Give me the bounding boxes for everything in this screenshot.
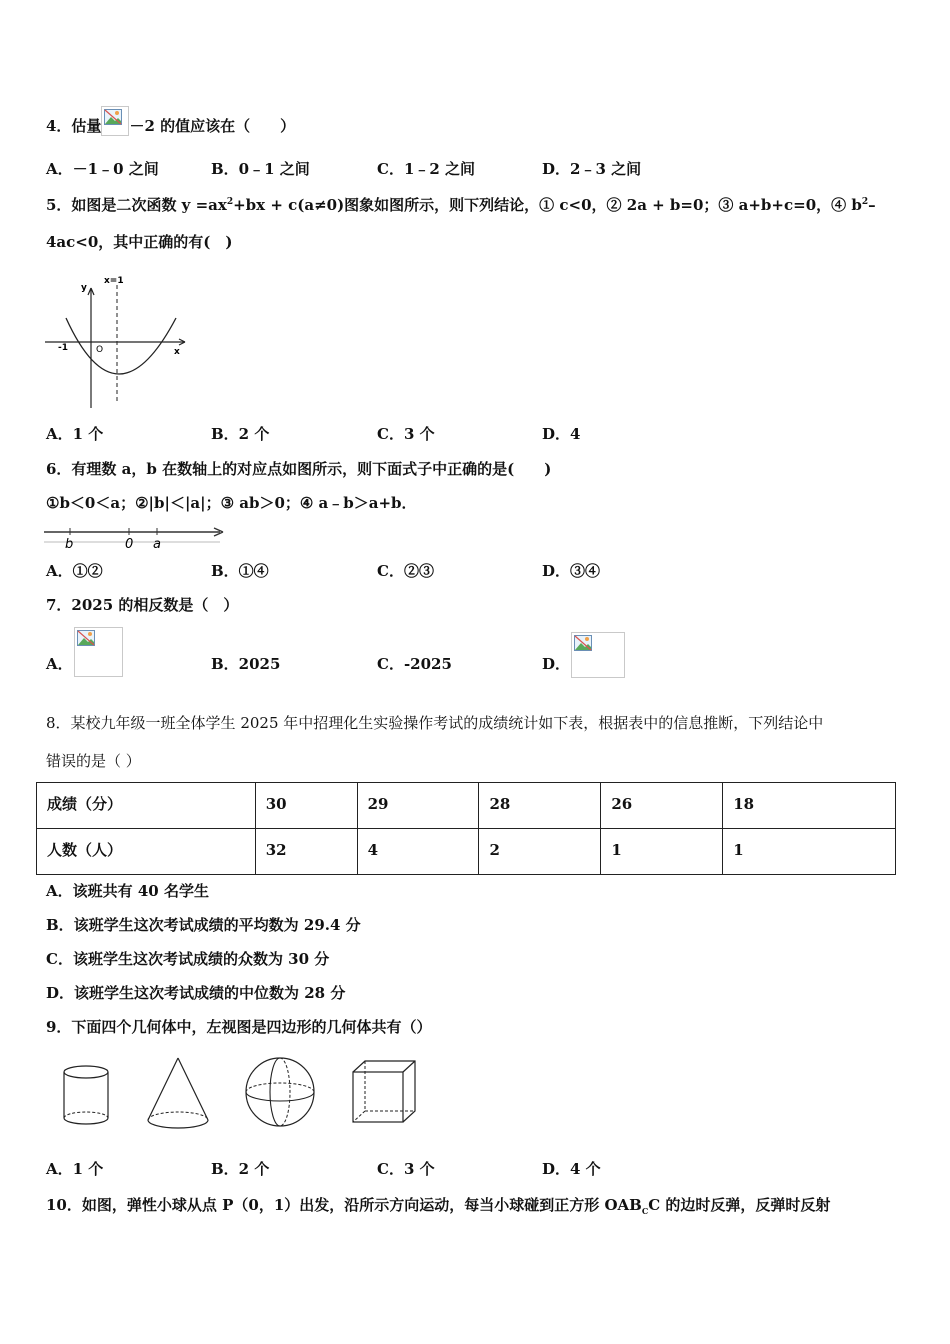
sphere-icon: [240, 1054, 320, 1130]
number-line: [40, 522, 230, 552]
table-cell: 人数（人）: [37, 829, 256, 875]
table-cell: 成绩（分）: [37, 783, 256, 829]
q6-stem-line2: ①b＜0＜a；②|b|＜|a|；③ ab＞0；④ a﹣b＞a+b．: [46, 494, 417, 512]
q4-option-b[interactable]: B．0﹣1 之间: [211, 160, 310, 178]
q10-text-b: C 的边时反弹，反弹时反射: [648, 1196, 831, 1214]
q8-option-b[interactable]: B．该班学生这次考试成绩的平均数为 29.4 分: [46, 916, 361, 934]
q5-option-a[interactable]: A．1 个: [46, 425, 104, 443]
table-cell: 30: [255, 783, 357, 829]
score-table: [36, 782, 896, 875]
q6-option-c[interactable]: C．②③: [377, 562, 434, 580]
label-y: y: [81, 283, 87, 293]
cylinder-icon: [58, 1062, 114, 1130]
q8-option-a[interactable]: A．该班共有 40 名学生: [46, 882, 209, 900]
q9-stem: 9．下面四个几何体中，左视图是四边形的几何体共有（）: [46, 1018, 432, 1036]
table-cell: 18: [723, 783, 896, 829]
point-b: b: [65, 537, 74, 552]
q4-option-a[interactable]: A．－1﹣0 之间: [46, 160, 159, 178]
q9-option-c[interactable]: C．3 个: [377, 1160, 435, 1178]
q9-option-a[interactable]: A．1 个: [46, 1160, 104, 1178]
table-cell: 26: [601, 783, 723, 829]
parabola-graph: [40, 270, 200, 415]
q10-stem: [46, 1196, 830, 1217]
q8-option-c[interactable]: C．该班学生这次考试成绩的众数为 30 分: [46, 950, 330, 968]
q5-option-d[interactable]: D．4: [542, 425, 581, 443]
q9-option-d[interactable]: D．4 个: [542, 1160, 601, 1178]
broken-image-icon: [101, 106, 129, 136]
q5-text-b: +bx + c(a≠0)图象如图所示，则下列结论，① c<0，② 2a + b=0；③ a+b+c=0，④ b: [233, 196, 862, 214]
table-cell: 2: [479, 829, 601, 875]
q8-stem-line1: 8．某校九年级一班全体学生 2025 年中招理化生实验操作考试的成绩统计如下表，根据表中的信息推断，下列结论中: [46, 714, 824, 732]
table-cell: 4: [357, 829, 479, 875]
point-a: a: [153, 537, 161, 552]
q4-stem: [46, 112, 295, 142]
label-x-equals-1: x=1: [104, 276, 124, 286]
q7-option-d-label: D．: [542, 655, 571, 673]
table-cell: 32: [255, 829, 357, 875]
q4-option-c[interactable]: C．1﹣2 之间: [377, 160, 476, 178]
table-row: [37, 783, 896, 829]
broken-image-icon: [74, 627, 123, 677]
table-cell: 28: [479, 783, 601, 829]
q7-option-a[interactable]: [46, 655, 73, 673]
table-row: [37, 829, 896, 875]
q8-option-d[interactable]: D．该班学生这次考试成绩的中位数为 28 分: [46, 984, 346, 1002]
q5-option-b[interactable]: B．2 个: [211, 425, 270, 443]
q5-text-a: 5．如图是二次函数 y =ax: [46, 196, 227, 214]
q7-stem: 7．2025 的相反数是（ ）: [46, 596, 239, 614]
q5-sup: 2: [226, 197, 234, 207]
label-x: x: [174, 347, 180, 357]
label-minus-one: -1: [58, 343, 68, 353]
q10-text-a: 10．如图，弹性小球从点 P（0，1）出发，沿所示方向运动，每当小球碰到正方形 OAB: [46, 1196, 642, 1214]
q7-option-d[interactable]: [542, 655, 570, 673]
q6-option-b[interactable]: B．①④: [211, 562, 269, 580]
q4-option-d[interactable]: D．2﹣3 之间: [542, 160, 642, 178]
q6-option-a[interactable]: A．①②: [46, 562, 103, 580]
table-cell: 1: [601, 829, 723, 875]
cube-icon: [348, 1058, 420, 1128]
q5-option-c[interactable]: C．3 个: [377, 425, 435, 443]
broken-image-icon: [571, 632, 625, 678]
q5-stem-line2: 4ac<0，其中正确的有( ): [46, 233, 233, 251]
parabola-curve: [66, 318, 176, 374]
table-cell: 29: [357, 783, 479, 829]
q10-sub: C: [641, 1206, 649, 1216]
label-origin: O: [96, 345, 104, 355]
q7-option-b[interactable]: B．2025: [211, 655, 281, 673]
q7-option-c[interactable]: C．-2025: [377, 655, 452, 673]
table-cell: 1: [723, 829, 896, 875]
q5-sup2: 2: [861, 197, 869, 207]
q4-text-b: －2 的值应该在（ ）: [129, 117, 296, 135]
q5-stem-line1: [46, 196, 876, 214]
q7-option-a-label: A．: [46, 655, 73, 673]
q6-stem-line1: 6．有理数 a，b 在数轴上的对应点如图所示，则下面式子中正确的是( ): [46, 460, 552, 478]
point-zero: 0: [125, 537, 134, 552]
cone-icon: [142, 1054, 214, 1134]
q8-stem-line2: 错误的是（ ）: [46, 752, 141, 770]
q4-text-a: 4．估量: [46, 117, 102, 135]
q9-option-b[interactable]: B．2 个: [211, 1160, 270, 1178]
q6-option-d[interactable]: D．③④: [542, 562, 601, 580]
q5-text-c: –: [868, 196, 876, 214]
